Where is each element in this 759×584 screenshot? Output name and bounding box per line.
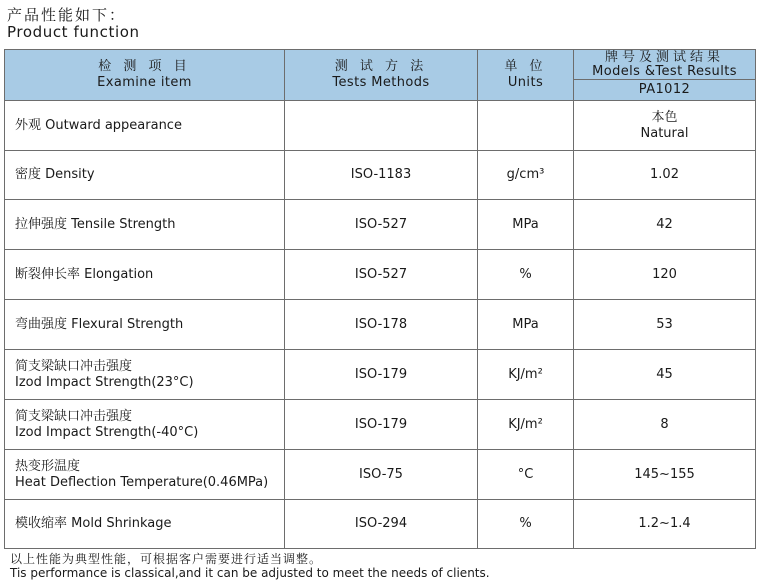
- item-en: Density: [45, 167, 95, 182]
- item-cn: 断裂伸长率: [15, 266, 81, 282]
- item-en: Mold Shrinkage: [71, 516, 172, 531]
- table-row: [5, 400, 756, 450]
- header-unit-en: Units: [507, 75, 544, 90]
- cell-value: 42: [574, 200, 756, 250]
- cell-unit: %: [478, 250, 574, 300]
- item-cn: 弯曲强度: [15, 316, 68, 332]
- item-cn: 拉伸强度: [15, 216, 68, 232]
- item-en: Outward appearance: [45, 117, 182, 133]
- header-method-en: Tests Methods: [332, 75, 430, 90]
- cell-item: [5, 500, 285, 549]
- cell-item: [5, 200, 285, 250]
- item-cn: 简支梁缺口冲击强度: [15, 408, 133, 424]
- item-en: Tensile Strength: [71, 216, 176, 232]
- cell-value: [574, 101, 756, 151]
- table-row: [5, 200, 756, 250]
- footer-note: [10, 552, 490, 580]
- cell-unit: KJ/m²: [478, 400, 574, 450]
- cell-unit: g/cm³: [478, 151, 574, 200]
- cell-value: 1.2~1.4: [574, 500, 756, 549]
- item-en: Izod Impact Strength(-40°C): [15, 424, 199, 440]
- item-en: Izod Impact Strength(23°C): [15, 374, 194, 390]
- cell-unit: KJ/m²: [478, 350, 574, 400]
- table-row: [5, 500, 756, 549]
- cell-method: ISO-179: [285, 350, 478, 400]
- cell-value: 120: [574, 250, 756, 300]
- cell-value: 8: [574, 400, 756, 450]
- footer-english: Tis performance is classical,and it can be adjusted to meet the needs of clients.: [10, 566, 490, 580]
- table-row: [5, 101, 756, 151]
- table-row: [5, 350, 756, 400]
- header-method-cn: 测 试 方 法: [334, 59, 428, 74]
- cell-unit: %: [478, 500, 574, 549]
- header-test-methods: [285, 50, 478, 101]
- cell-unit: MPa: [478, 300, 574, 350]
- cell-item: [5, 450, 285, 500]
- cell-method: ISO-75: [285, 450, 478, 500]
- header-result-cn: 牌号及测试结果: [604, 49, 724, 65]
- header-item-en: Examine item: [97, 75, 192, 90]
- header-examine-item: [5, 50, 285, 101]
- item-en: Flexural Strength: [71, 316, 184, 332]
- value-cn: 本色: [651, 109, 678, 125]
- header-grade: PA1012: [574, 80, 756, 101]
- table-row: [5, 300, 756, 350]
- cell-item: [5, 350, 285, 400]
- cell-method: ISO-294: [285, 500, 478, 549]
- cell-item: [5, 300, 285, 350]
- header-units: [478, 50, 574, 101]
- page-heading: [7, 6, 140, 41]
- value-en: Natural: [640, 125, 689, 141]
- cell-unit: °C: [478, 450, 574, 500]
- item-cn: 简支梁缺口冲击强度: [15, 358, 133, 374]
- heading-english: Product function: [7, 23, 140, 41]
- item-en: Heat Deflection Temperature(0.46MPa): [15, 474, 269, 490]
- heading-chinese: 产品性能如下：: [7, 6, 127, 24]
- cell-method: ISO-179: [285, 400, 478, 450]
- header-result-en: Models &Test Results: [592, 63, 737, 79]
- product-spec-table: [4, 49, 756, 549]
- cell-item: [5, 250, 285, 300]
- cell-unit: MPa: [478, 200, 574, 250]
- table-row: [5, 250, 756, 300]
- table-row: [5, 450, 756, 500]
- table-row: [5, 151, 756, 200]
- item-en: Elongation: [84, 266, 154, 282]
- item-cn: 热变形温度: [15, 458, 81, 474]
- cell-item: [5, 151, 285, 200]
- cell-value: 145~155: [574, 450, 756, 500]
- header-row: [5, 50, 756, 80]
- cell-method: ISO-1183: [285, 151, 478, 200]
- cell-value: 53: [574, 300, 756, 350]
- cell-value: 1.02: [574, 151, 756, 200]
- cell-value: 45: [574, 350, 756, 400]
- cell-method: ISO-527: [285, 200, 478, 250]
- cell-method: [285, 101, 478, 151]
- header-item-cn: 检 测 项 目: [98, 59, 191, 74]
- item-cn: 密度: [15, 167, 42, 182]
- cell-method: ISO-527: [285, 250, 478, 300]
- cell-item: [5, 101, 285, 151]
- cell-unit: [478, 101, 574, 151]
- cell-item: [5, 400, 285, 450]
- header-unit-cn: 单 位: [504, 59, 547, 74]
- header-results: [574, 50, 756, 80]
- item-cn: 模收缩率: [15, 516, 68, 531]
- footer-chinese: 以上性能为典型性能，可根据客户需要进行适当调整。: [10, 552, 323, 566]
- cell-method: ISO-178: [285, 300, 478, 350]
- item-cn: 外观: [15, 117, 42, 133]
